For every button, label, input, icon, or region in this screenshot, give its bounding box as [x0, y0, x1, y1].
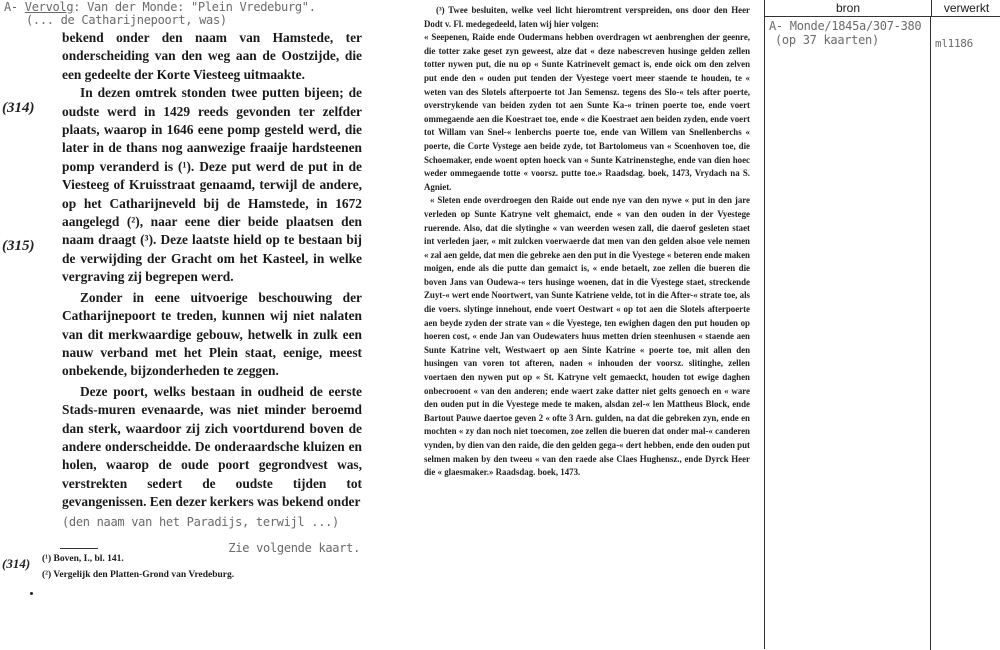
header-title: : Van der Monde: "Plein Vredeburg". — [73, 0, 316, 14]
left-page — [0, 0, 390, 649]
paragraph: Deze poort, welks bestaan in oudheid de eerste Stads-muren evenaarde, was niet minder beroemd dan sterk, waardoor zij zich voortdurend boven de andere onderscheidde. De onderaardsche kluizen en holen, waarop de oude poort gegrondvest was, verstrekten sedert de oudste tijden tot gevangenissen. Een dezer kerkers was bekend onder — [62, 383, 362, 510]
paragraph: Zonder in eene uitvoerige beschouwing der Catharijnepoort te treden, kunnen wij niet nalaten van dit merkwaardige gebouw, hetwelk in zulk een nauw verband met het Plein staat, eenige, meest onbekende, bijzonderheden te zeggen. — [62, 289, 362, 379]
paragraph: In dezen omtrek stonden twee putten bijeen; de oudste werd in 1429 reeds gevonden ter zelfder plaats, waarop in 1646 eene pomp gesteld werd, die later in de thans nog aanwezige fraaije hardsteenen pomp veranderd is (¹). Deze put werd de put in de Viesteeg of Kruisstraat genaamd, terwijl de andere, op het Catharijneveld bij de Hamstede, in 1672 aangelegd (²), naar eene dier beide plaatsen den naam draagt (³). Deze laatste hield op te bestaan bij de verwijding der Gracht om het Kasteel, in welke vergraving zij begrepen werd. — [62, 85, 362, 285]
quote-paragraph: « Sleten ende overdroegen den Raide out ende nye van den nywe « put in den jare verleden op Sunte Katryne velt ghemaict, ende « van den ouden in der Vyestege ruerende. Also, dat die slytinghe « van weerden wesen zall, die daerof gesleten staet int verleden jaer, « mit zulcken voerwaerde dat men van den gelden alsoe vele nemen « zal aen gelde, dat men die gebreke aen den put in die Vyestege « beteren ende maken moigen, ende als die putte dan gemaict is, « ende betaelt, zoe zellen die bueren die boven Jans van Oudewa-« ters husinge woenen, dat in die Vyestege staet, streckende Zuyt-« wert ende Noortwert, van Sunte Katriene velde, tot in die After-« strate toe, als die voers. slytinge innehout, ende voert Oestwart « op tot aen die Slotels afterpoerte aen beyde zyden der strate van « die Vyestege, ten ewighen dagen den put houden op hoeren cost, « ende Jan van Oudewaters huus metten drien steenhusen « staende aen Sunte Katrine velt, Westwaert op aen Sinte Katrine « poerte toe, mit allen den husingen van voren tot afteren, naden « inhouden der voorsz. slitinghe, zellen voertaen den nywen put op « St. Katryne velt gemaeckt, houden tot ewige daghen onbecrooent « van den anderen; ende waert zake datter niet gelts genoech en « ware den ouden put in die Vyestege mede te maken, alsdan zel-« len Mattheus Block, ende Bartout Pauwe daertoe geven 2 « ofte 3 Arn. gulden, na dat die gebreken zyn, ende en mochten « zy dan noch niet toecomen, zoe zellen die bueren dat onder mal-« canderen vynden, by dien van den raide, die den gelden gega-« dert hebben, ende den ouden put selmen maken by den tweeu « van den raede alse Claes Hughensz., ende Dyrck Heer die « glaesmaker.» Raadsdag. boek, 1473. — [424, 195, 750, 478]
margin-note-footnote: (314) — [2, 556, 31, 571]
footnote: (²) Vergelijk den Platten-Grond van Vredeburg. — [42, 570, 235, 580]
card-header-line2: (... de Catharijnepoort, was) — [26, 13, 227, 27]
main-text — [62, 29, 362, 557]
paragraph: bekend onder den naam van Hamstede, ter onderscheiding van den weg aan de Oostzijde, die een gedeelte der Korte Viesteeg uitmaakte. — [62, 30, 362, 82]
next-card-note: Zie volgende kaart. — [228, 540, 360, 555]
verwerkt-cell — [931, 17, 1000, 650]
card-header-line1 — [4, 0, 316, 14]
footnote-rule — [60, 548, 98, 549]
bron-cell — [765, 17, 931, 650]
paragraph: (³) Twee besluiten, welke veel licht hieromtrent verspreiden, ons door den Heer Dodt v. Fl. medegedeeld, laten wij hier volgen: — [424, 5, 750, 29]
bron-value: A- Monde/1845a/307-380 — [769, 19, 922, 33]
right-page — [410, 0, 756, 649]
column-header-bron: bron — [765, 0, 932, 16]
header-link: Vervolg — [24, 0, 74, 14]
table-row — [765, 17, 1000, 650]
footnote-text — [424, 4, 750, 480]
continuation-note: (den naam van het Paradijs, terwijl ...) — [62, 514, 339, 529]
footnotes — [38, 551, 234, 583]
stray-dot — [30, 592, 33, 595]
footnote: (¹) Boven, I., bl. 141. — [42, 554, 124, 564]
margin-note-314: (314) — [2, 100, 35, 116]
quote-paragraph: « Seepenen, Raide ende Oudermans hebben overdragen wt aenbrenghen der geenre, die totter zake geset zyn geweest, alze dat « deze nabescreven husinge gelden zellen totter nywen put, die nu op « Sunte Katrinevelt gemact is, ende oick om den zelven put ende den « ouden put tenden der Vyestege voert meer staende te houden, te « weten van des Slotels afterpoerte tot Jan Semensz. tegens des Slo-« tels after poerte, overstrykende van beiden zyden tot aen Sunte Ka-« trinen poerte toe, ende voert ommegaende aen die Koestraet toe, ende « die Koestraet aen beiden zyden, ende voert tot Willam van Snel-« lenberchs poerte toe, ende van Willem van Snellenberchs « poerte, die Corte Vystege aen beide zyde, tot Bartolomeus van « Scoenhoven toe, die Schoemaker, ende woent opten hoeck van « Sunte Katrinensteghe, ende van dien hoec weder ommegaende totte « voorsz. putte toe.» Raadsdag. boek, 1473, Vrydach na S. Agniet. — [424, 32, 750, 192]
column-header-verwerkt: verwerkt — [943, 1, 990, 15]
verwerkt-value: ml1186 — [935, 37, 973, 50]
margin-note-315: (315) — [2, 238, 35, 254]
index-card-table — [764, 0, 1000, 649]
header-prefix: A- — [4, 0, 18, 14]
bron-value-2: (op 37 kaarten) — [775, 33, 879, 47]
table-header — [765, 0, 1000, 17]
